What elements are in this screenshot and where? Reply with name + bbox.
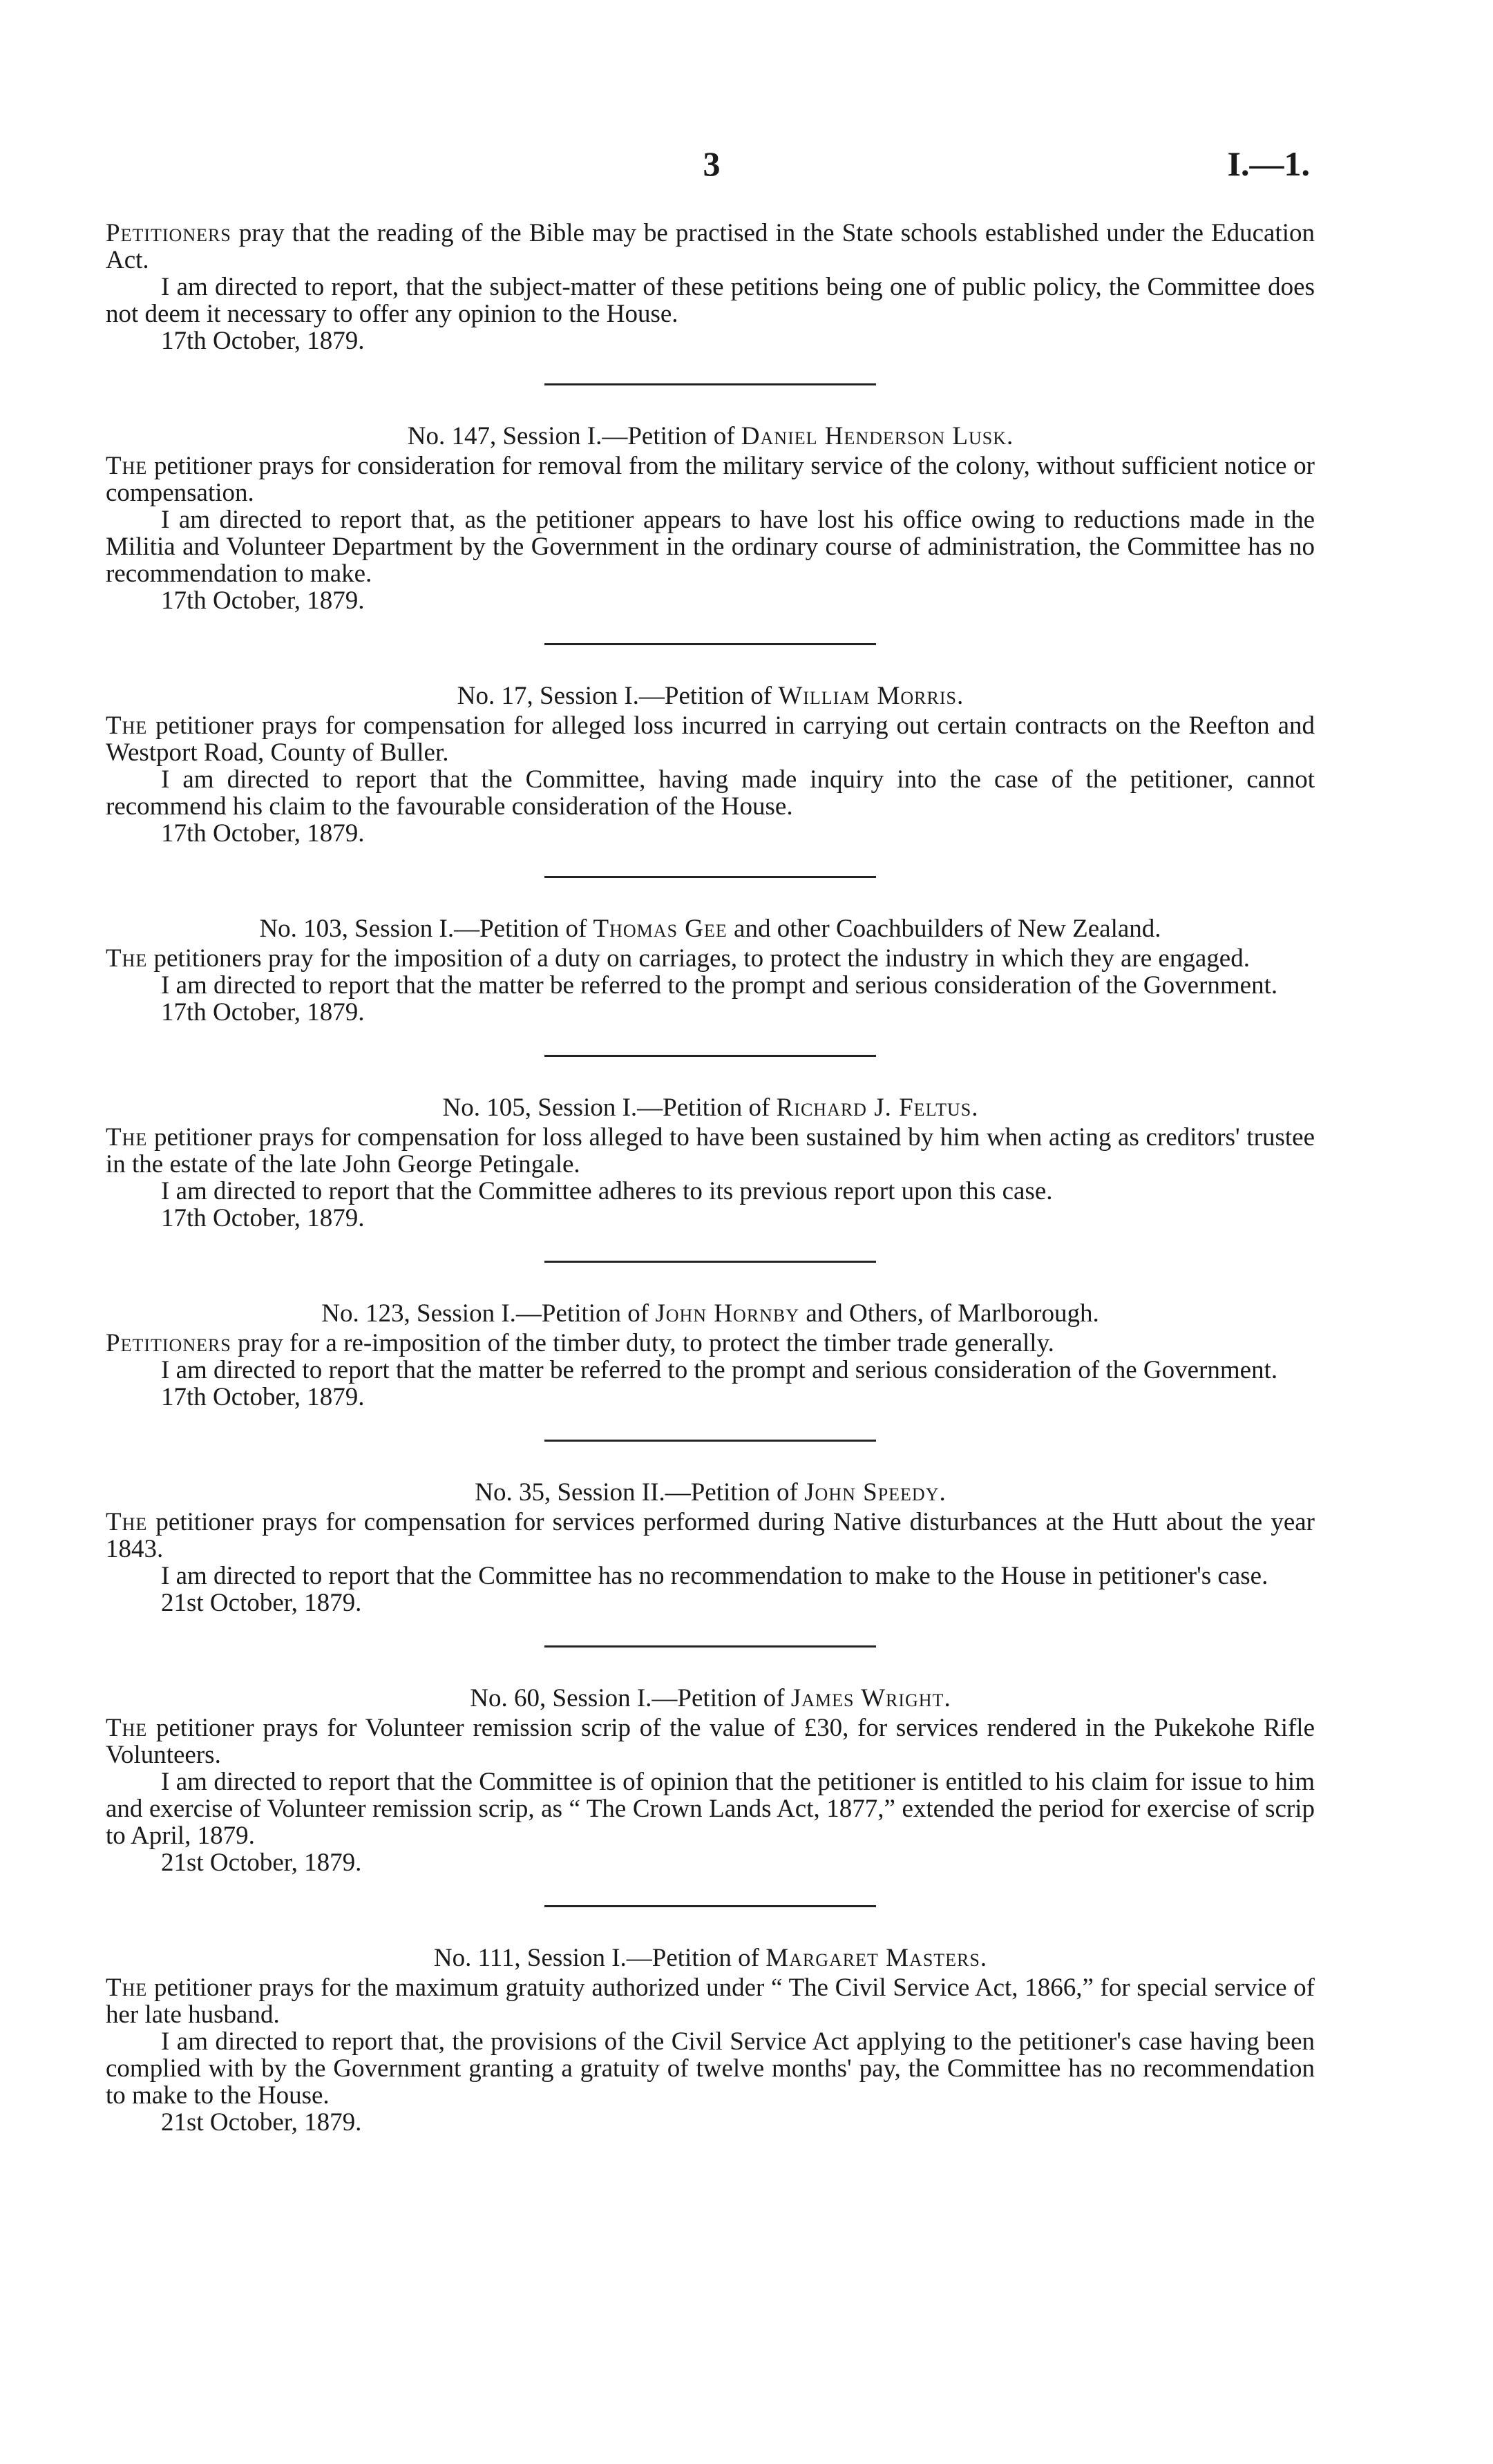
petitioner-name: Richard J. Feltus xyxy=(776,1093,972,1122)
petition-heading xyxy=(106,682,1315,709)
heading-suffix: . xyxy=(980,1944,987,1972)
petition-section xyxy=(106,1055,1315,1232)
report-date: 17th October, 1879. xyxy=(161,819,365,848)
petition-section xyxy=(106,876,1315,1026)
report-date: 17th October, 1879. xyxy=(161,998,365,1026)
section-divider xyxy=(544,1261,876,1263)
petition-section xyxy=(106,1905,1315,2136)
petition-prayer xyxy=(106,1509,1315,1563)
intro-report: I am directed to report, that the subject-matter of these petitions being one of public policy, the Committee does not deem it necessary to offer any opinion to the House. xyxy=(106,273,1315,328)
intro-section xyxy=(106,220,1315,354)
intro-prayer xyxy=(106,220,1315,274)
petition-prayer xyxy=(106,1715,1315,1768)
prayer-text: petitioner prays for the maximum gratuity authorized under “ The Civil Service Act, 1866,” for special service of her late husband. xyxy=(106,1974,1315,2029)
heading-prefix: No. 35, Session II.—Petition of xyxy=(475,1478,798,1507)
petition-heading xyxy=(106,423,1315,450)
petition-prayer xyxy=(106,1124,1315,1178)
petition-section xyxy=(106,1261,1315,1411)
heading-prefix: No. 123, Session I.—Petition of xyxy=(321,1299,649,1328)
prayer-lead: The xyxy=(106,944,148,973)
section-divider xyxy=(544,1440,876,1442)
prayer-text: petitioner prays for consideration for removal from the military service of the colony, without sufficient notice or compensation. xyxy=(106,452,1315,507)
committee-report: I am directed to report that the Committee adheres to its previous report upon this case. xyxy=(161,1177,1053,1205)
report-date: 21st October, 1879. xyxy=(161,1849,362,1877)
prayer-lead: The xyxy=(106,1974,148,2002)
heading-suffix: . xyxy=(956,682,964,710)
committee-report: I am directed to report that, as the petitioner appears to have lost his office owing to reductions made in the Militia and Volunteer Department by the Government in the ordinary course of administration, the Committee has no recommendation to make. xyxy=(106,506,1315,588)
committee-report: I am directed to report that the Committee has no recommendation to make to the House in petitioner's case. xyxy=(161,1562,1268,1590)
section-divider xyxy=(544,383,876,385)
document-code: I.—1. xyxy=(1227,144,1310,183)
prayer-lead: The xyxy=(106,1123,148,1152)
petition-prayer xyxy=(106,945,1315,972)
section-divider xyxy=(544,1645,876,1648)
heading-prefix: No. 105, Session I.—Petition of xyxy=(442,1093,770,1122)
committee-report: I am directed to report that the Committee, having made inquiry into the case of the petitioner, cannot recommend his claim to the favourable consideration of the House. xyxy=(106,765,1315,821)
petition-prayer xyxy=(106,712,1315,766)
petition-heading xyxy=(106,915,1315,942)
heading-suffix: . xyxy=(944,1684,951,1712)
petition-heading xyxy=(106,1945,1315,1971)
heading-suffix: and other Coachbuilders of New Zealand. xyxy=(727,915,1161,943)
petition-heading xyxy=(106,1685,1315,1712)
heading-prefix: No. 147, Session I.—Petition of xyxy=(407,422,735,450)
heading-suffix: . xyxy=(971,1093,978,1122)
report-date: 17th October, 1879. xyxy=(161,586,365,615)
petitioner-name: John Speedy xyxy=(804,1478,940,1507)
section-divider xyxy=(544,1055,876,1057)
petitioner-name: Margaret Masters xyxy=(765,1944,980,1972)
petitioner-name: Thomas Gee xyxy=(593,915,728,943)
petitioner-name: John Hornby xyxy=(655,1299,800,1328)
report-date: 17th October, 1879. xyxy=(161,1204,365,1232)
prayer-lead: The xyxy=(106,711,148,740)
committee-report: I am directed to report that, the provisions of the Civil Service Act applying to the petitioner's case having been complied with by the Government granting a gratuity of twelve months' pay, the Committee has no recommendation to make to the House. xyxy=(106,2027,1315,2110)
petition-section xyxy=(106,643,1315,847)
petition-prayer xyxy=(106,1330,1315,1357)
intro-lead: Petitioners xyxy=(106,219,231,247)
intro-prayer-text: pray that the reading of the Bible may be practised in the State schools established under the Education Act. xyxy=(106,219,1315,274)
committee-report: I am directed to report that the matter be referred to the prompt and serious consideration of the Government. xyxy=(161,971,1278,1000)
heading-suffix: and Others, of Marlborough. xyxy=(799,1299,1099,1328)
heading-suffix: . xyxy=(939,1478,946,1507)
report-date: 21st October, 1879. xyxy=(161,1589,362,1617)
section-divider xyxy=(544,1905,876,1907)
petition-heading xyxy=(106,1300,1315,1327)
section-divider xyxy=(544,876,876,878)
petition-list xyxy=(106,383,1315,2136)
report-body xyxy=(106,220,1315,2136)
petitioner-name: Daniel Henderson Lusk xyxy=(741,422,1007,450)
prayer-text: petitioner prays for compensation for services performed during Native disturbances at the Hutt about the year 1843. xyxy=(106,1508,1315,1563)
heading-prefix: No. 60, Session I.—Petition of xyxy=(470,1684,785,1712)
petition-section xyxy=(106,1645,1315,1876)
prayer-lead: The xyxy=(106,1714,148,1742)
petitioner-name: James Wright xyxy=(790,1684,944,1712)
report-date: 21st October, 1879. xyxy=(161,2108,362,2137)
prayer-text: pray for a re-imposition of the timber duty, to protect the timber trade generally. xyxy=(238,1329,1054,1357)
petitioner-name: William Morris xyxy=(778,682,957,710)
prayer-lead: Petitioners xyxy=(106,1329,231,1357)
heading-prefix: No. 111, Session I.—Petition of xyxy=(433,1944,759,1972)
section-divider xyxy=(544,643,876,645)
committee-report: I am directed to report that the Committee is of opinion that the petitioner is entitled to his claim for issue to him and exercise of Volunteer remission scrip, as “ The Crown Lands Act, 1877,” extended the period for exercise of scrip to April, 1879. xyxy=(106,1768,1315,1850)
prayer-text: petitioners pray for the imposition of a duty on carriages, to protect the industry in which they are engaged. xyxy=(153,944,1250,973)
prayer-text: petitioner prays for compensation for alleged loss incurred in carrying out certain contracts on the Reefton and Westport Road, County of Buller. xyxy=(106,711,1315,767)
report-date: 17th October, 1879. xyxy=(161,1383,365,1411)
prayer-text: petitioner prays for compensation for loss alleged to have been sustained by him when acting as creditors' trustee in the estate of the late John George Petingale. xyxy=(106,1123,1315,1178)
page-number: 3 xyxy=(703,144,721,183)
petition-section xyxy=(106,1440,1315,1616)
petition-prayer xyxy=(106,1974,1315,2028)
prayer-text: petitioner prays for Volunteer remission scrip of the value of £30, for services rendered in the Pukekohe Rifle Volunteers. xyxy=(106,1714,1315,1769)
committee-report: I am directed to report that the matter be referred to the prompt and serious consideration of the Government. xyxy=(161,1356,1278,1384)
heading-prefix: No. 103, Session I.—Petition of xyxy=(259,915,587,943)
prayer-lead: The xyxy=(106,1508,148,1536)
prayer-lead: The xyxy=(106,452,148,480)
petition-prayer xyxy=(106,452,1315,506)
heading-suffix: . xyxy=(1007,422,1014,450)
heading-prefix: No. 17, Session I.—Petition of xyxy=(457,682,772,710)
petition-section xyxy=(106,383,1315,614)
petition-heading xyxy=(106,1479,1315,1506)
intro-date: 17th October, 1879. xyxy=(161,327,365,355)
petition-heading xyxy=(106,1094,1315,1121)
